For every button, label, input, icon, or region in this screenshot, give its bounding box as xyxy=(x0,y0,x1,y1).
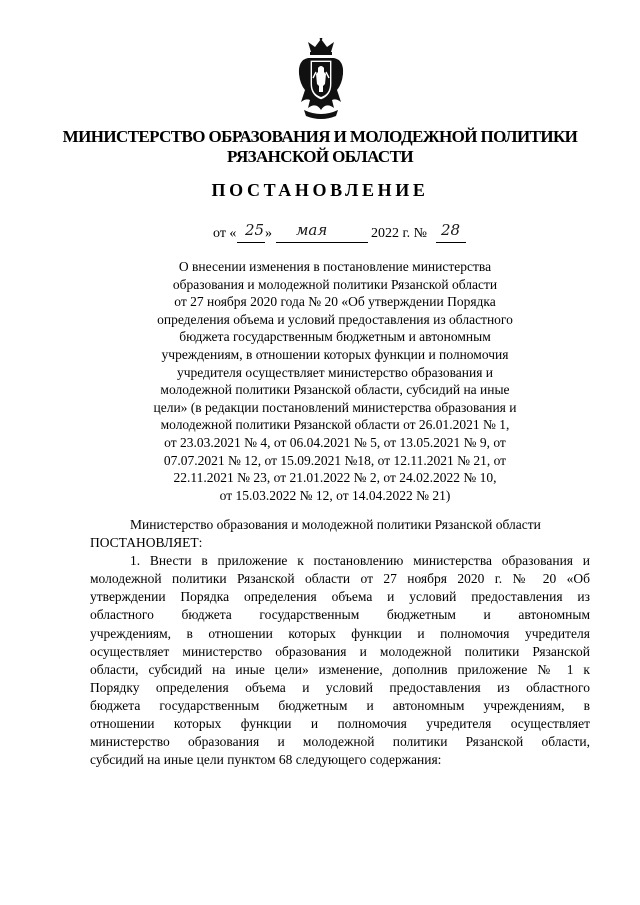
item1-line: бюджета государственным бюджетным и автономным учреждениям, в xyxy=(90,697,590,713)
ministry-name-line2: РЯЗАНСКОЙ ОБЛАСТИ xyxy=(227,147,413,166)
title-line: 07.07.2021 № 12, от 15.09.2021 №18, от 12.11.2021 № 21, от xyxy=(163,452,507,468)
item1-line: субсидий на иные цели пунктом 68 следующего содержания: xyxy=(90,752,442,768)
item1-line: молодежной политики Рязанской области от 27 ноября 2020 г. № 20 «Об xyxy=(90,571,590,587)
coat-of-arms-icon xyxy=(296,38,346,124)
item1-line: осуществляет министерство образования и молодежной политики Рязанской xyxy=(90,643,590,659)
item1-line: учреждениям, в отношении которых функции и полномочия учредителя xyxy=(90,625,590,641)
item1-line: области, субсидий на иные цели» изменение, дополнив приложение № 1 к xyxy=(90,661,590,677)
title-line: О внесении изменения в постановление министерства xyxy=(178,259,492,274)
date-prefix: от « xyxy=(213,226,237,241)
preamble-line: Министерство образования и молодежной политики Рязанской области xyxy=(130,517,541,532)
month-underline xyxy=(276,242,368,243)
item1-line: 1. Внести в приложение к постановлению министерства образования и xyxy=(130,553,590,569)
date-number-line xyxy=(0,220,640,248)
item1-line: министерство образования и молодежной политики Рязанской области, xyxy=(90,734,590,750)
title-line: образования и молодежной политики Рязанской области xyxy=(172,276,498,292)
title-line: бюджета государственным бюджетным и автономным xyxy=(179,329,491,345)
date-day-handwritten: 25 xyxy=(245,221,265,239)
document-body xyxy=(90,516,590,769)
title-line: определения объема и условий предоставления из областного xyxy=(157,311,513,327)
date-day-close: » xyxy=(265,226,272,241)
item1-line: утверждении Порядка определения объема и условий предоставления из xyxy=(90,589,590,605)
title-line: 22.11.2021 № 23, от 21.01.2022 № 2, от 24.02.2022 № 10, xyxy=(173,470,497,486)
title-line: молодежной политики Рязанской области от 26.01.2021 № 1, xyxy=(160,417,510,433)
item1-line: отношении которых функции и полномочия учредителя осуществляет xyxy=(90,716,590,732)
item1-line: Порядку определения объема и условий предоставления из областного xyxy=(90,679,590,695)
document-title xyxy=(120,258,550,504)
title-line: молодежной политики Рязанской области, субсидий на иные xyxy=(160,382,510,398)
ministry-name-line1: МИНИСТЕРСТВО ОБРАЗОВАНИЯ И МОЛОДЕЖНОЙ ПОЛИТИКИ xyxy=(62,127,578,146)
number-underline xyxy=(436,242,466,243)
title-line: от 15.03.2022 № 12, от 14.04.2022 № 21) xyxy=(219,487,451,503)
document-type-heading: ПОСТАНОВЛЕНИЕ xyxy=(211,180,429,200)
year-number-label: 2022 г. № xyxy=(371,226,428,241)
title-line: от 23.03.2021 № 4, от 06.04.2021 № 5, от 13.05.2021 № 9, от xyxy=(164,434,506,450)
date-month-handwritten: мая xyxy=(296,221,328,239)
document-number-handwritten: 28 xyxy=(441,221,461,239)
title-line: учредителя осуществляет министерство образования и xyxy=(176,364,494,380)
day-underline xyxy=(237,242,265,243)
title-line: от 27 ноября 2020 года № 20 «Об утверждении Порядка xyxy=(174,294,496,310)
title-line: учреждениям, в отношении которых функции и полномочия xyxy=(161,346,509,362)
resolution-word: ПОСТАНОВЛЯЕТ: xyxy=(90,535,203,551)
title-line: цели» (в редакции постановлений министерства образования и xyxy=(153,399,517,415)
item1-line: областного бюджета государственным бюджетным и автономным xyxy=(90,607,590,623)
